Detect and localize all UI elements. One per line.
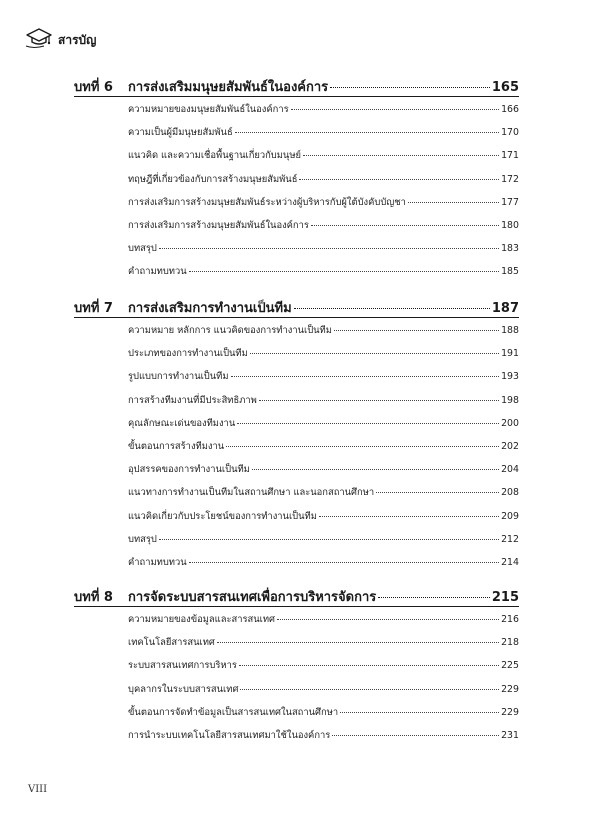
dot-leader — [189, 562, 499, 563]
dot-leader — [239, 665, 499, 666]
dot-leader — [159, 539, 499, 540]
page-header — [24, 28, 96, 52]
dot-leader — [330, 87, 490, 88]
chapter-title: การส่งเสริมการทำงานเป็นทีม — [128, 301, 292, 316]
toc-item[interactable] — [128, 102, 519, 125]
chapter-label: บทที่ 8 — [74, 590, 113, 605]
toc-item[interactable] — [128, 148, 519, 171]
toc-item-text: เทคโนโลยีสารสนเทศ — [128, 637, 215, 649]
toc-item-page: 171 — [501, 150, 519, 162]
toc-item-text: ความหมายของมนุษยสัมพันธ์ในองค์การ — [128, 104, 289, 115]
chapter-heading[interactable] — [74, 297, 519, 319]
toc-item[interactable] — [128, 264, 519, 287]
toc-item[interactable] — [128, 195, 519, 218]
toc-item-page: 212 — [501, 533, 519, 545]
toc-item-text: ขั้นตอนการจัดทำข้อมูลเป็นสารสนเทศในสถานศึกษา — [128, 706, 339, 718]
toc-item-text: ความหมาย หลักการ แนวคิดของการทำงานเป็นทีม — [128, 325, 332, 336]
page-number: VIII — [28, 784, 48, 795]
dot-leader — [332, 735, 499, 736]
toc-item-text: การสร้างทีมงานที่มีประสิทธิภาพ — [128, 394, 257, 406]
toc-item-page: 229 — [501, 706, 519, 718]
dot-leader — [235, 132, 499, 133]
dot-leader — [376, 492, 499, 493]
dot-leader — [408, 202, 499, 203]
toc-item-page: 209 — [501, 510, 519, 522]
chapter-6 — [74, 76, 519, 288]
toc-item-text: ขั้นตอนการสร้างทีมงาน — [128, 440, 225, 452]
toc-item-text: ความหมายของข้อมูลและสารสนเทศ — [128, 614, 275, 625]
toc-item-page: 198 — [501, 394, 519, 406]
toc-item[interactable] — [128, 241, 519, 264]
dot-leader — [319, 516, 499, 517]
toc-item[interactable] — [128, 218, 519, 241]
toc-item-text: บุคลากรในระบบสารสนเทศ — [128, 683, 239, 695]
toc-item[interactable] — [128, 393, 519, 416]
toc-item-page: 191 — [501, 348, 519, 360]
toc-item[interactable] — [128, 416, 519, 439]
toc-item-page: 172 — [501, 173, 519, 185]
toc-item-text: ระบบสารสนเทศการบริหาร — [128, 660, 237, 672]
toc-item-text: แนวคิดเกี่ยวกับประโยชน์ของการทำงานเป็นทีม — [128, 510, 317, 522]
toc-item-page: 170 — [501, 127, 519, 139]
dot-leader — [189, 271, 499, 272]
toc-item-page: 214 — [501, 556, 519, 568]
toc-item-text: คำถามทบทวน — [128, 266, 187, 278]
toc-item-page: 216 — [501, 614, 519, 625]
toc-item-text: อุปสรรคของการทำงานเป็นทีม — [128, 464, 250, 476]
dot-leader — [334, 330, 499, 331]
graduation-cap-icon — [24, 26, 54, 54]
toc-item-text: ประเภทของการทำงานเป็นทีม — [128, 348, 248, 360]
chapter-label: บทที่ 6 — [74, 80, 113, 95]
toc-item[interactable] — [128, 682, 519, 705]
toc-item-text: บทสรุป — [128, 533, 157, 545]
chapter-page: 215 — [491, 590, 519, 605]
toc-item-page: 185 — [501, 266, 519, 278]
dot-leader — [311, 225, 499, 226]
chapter-8 — [74, 586, 519, 751]
dot-leader — [217, 642, 499, 643]
toc-item[interactable] — [128, 532, 519, 555]
dot-leader — [299, 179, 499, 180]
toc-item-page: 202 — [501, 440, 519, 452]
toc-item-text: คำถามทบทวน — [128, 556, 187, 568]
chapter-label: บทที่ 7 — [74, 301, 113, 316]
chapter-title: การจัดระบบสารสนเทศเพื่อการบริหารจัดการ — [128, 590, 377, 605]
toc-item-page: 193 — [501, 371, 519, 383]
toc-item-list — [128, 323, 519, 578]
toc-item-page: 208 — [501, 487, 519, 499]
toc-item-text: การนำระบบเทคโนโลยีสารสนเทศมาใช้ในองค์การ — [128, 729, 331, 741]
toc-item-page: 225 — [501, 660, 519, 672]
dot-leader — [252, 469, 499, 470]
dot-leader — [378, 597, 490, 598]
chapter-page: 165 — [491, 80, 519, 95]
dot-leader — [259, 400, 499, 401]
chapter-heading[interactable] — [74, 586, 519, 608]
header-title: สารบัญ — [58, 32, 97, 47]
toc-item[interactable] — [128, 658, 519, 681]
toc-item-text: บทสรุป — [128, 243, 157, 255]
toc-item-page: 183 — [501, 243, 519, 255]
toc-item[interactable] — [128, 439, 519, 462]
toc-item-text: คุณลักษณะเด่นของทีมงาน — [128, 417, 236, 429]
dot-leader — [159, 248, 499, 249]
toc-item-page: 200 — [501, 417, 519, 429]
toc-item[interactable] — [128, 509, 519, 532]
dot-leader — [291, 109, 499, 110]
toc-item-text: แนวคิด และความเชื่อพื้นฐานเกี่ยวกับมนุษย์ — [128, 150, 302, 162]
chapter-page: 187 — [491, 301, 519, 316]
toc-item-text: แนวทางการทำงานเป็นทีมในสถานศึกษา และนอกสถานศึกษา — [128, 487, 375, 499]
dot-leader — [277, 619, 499, 620]
dot-leader — [237, 423, 499, 424]
toc-item[interactable] — [128, 705, 519, 728]
dot-leader — [340, 712, 499, 713]
toc-item[interactable] — [128, 323, 519, 346]
dot-leader — [294, 308, 490, 309]
chapter-title: การส่งเสริมมนุษยสัมพันธ์ในองค์การ — [128, 80, 329, 95]
toc-item[interactable] — [128, 612, 519, 635]
toc-item[interactable] — [128, 555, 519, 578]
toc-item-page: 218 — [501, 637, 519, 649]
toc-item-page: 177 — [501, 196, 519, 208]
toc-item-text: รูปแบบการทำงานเป็นทีม — [128, 371, 229, 383]
toc-item-page: 229 — [501, 683, 519, 695]
toc-item[interactable] — [128, 369, 519, 392]
toc-item-text: ทฤษฎีที่เกี่ยวข้องกับการสร้างมนุษยสัมพันธ์ — [128, 173, 298, 185]
dot-leader — [231, 376, 500, 377]
toc-item-text: การส่งเสริมการสร้างมนุษยสัมพันธ์ในองค์การ — [128, 219, 309, 231]
toc-item[interactable] — [128, 172, 519, 195]
toc-item-page: 231 — [501, 729, 519, 741]
toc-item[interactable] — [128, 485, 519, 508]
toc-item-list — [128, 612, 519, 751]
toc-item[interactable] — [128, 462, 519, 485]
toc-item[interactable] — [128, 635, 519, 658]
toc-item-page: 204 — [501, 464, 519, 476]
toc-item-list — [128, 102, 519, 288]
toc-item[interactable] — [128, 125, 519, 148]
toc-item-text: ความเป็นผู้มีมนุษยสัมพันธ์ — [128, 127, 233, 139]
dot-leader — [240, 689, 499, 690]
dot-leader — [250, 353, 499, 354]
toc-item-page: 180 — [501, 219, 519, 231]
chapter-7 — [74, 297, 519, 578]
toc-item[interactable] — [128, 728, 519, 751]
chapter-heading[interactable] — [74, 76, 519, 98]
toc-item-text: การส่งเสริมการสร้างมนุษยสัมพันธ์ระหว่างผู้บริหารกับผู้ใต้บังคับบัญชา — [128, 196, 406, 208]
dot-leader — [226, 446, 499, 447]
toc-item-page: 188 — [501, 325, 519, 336]
toc-item[interactable] — [128, 346, 519, 369]
dot-leader — [303, 155, 499, 156]
toc-item-page: 166 — [501, 104, 519, 115]
